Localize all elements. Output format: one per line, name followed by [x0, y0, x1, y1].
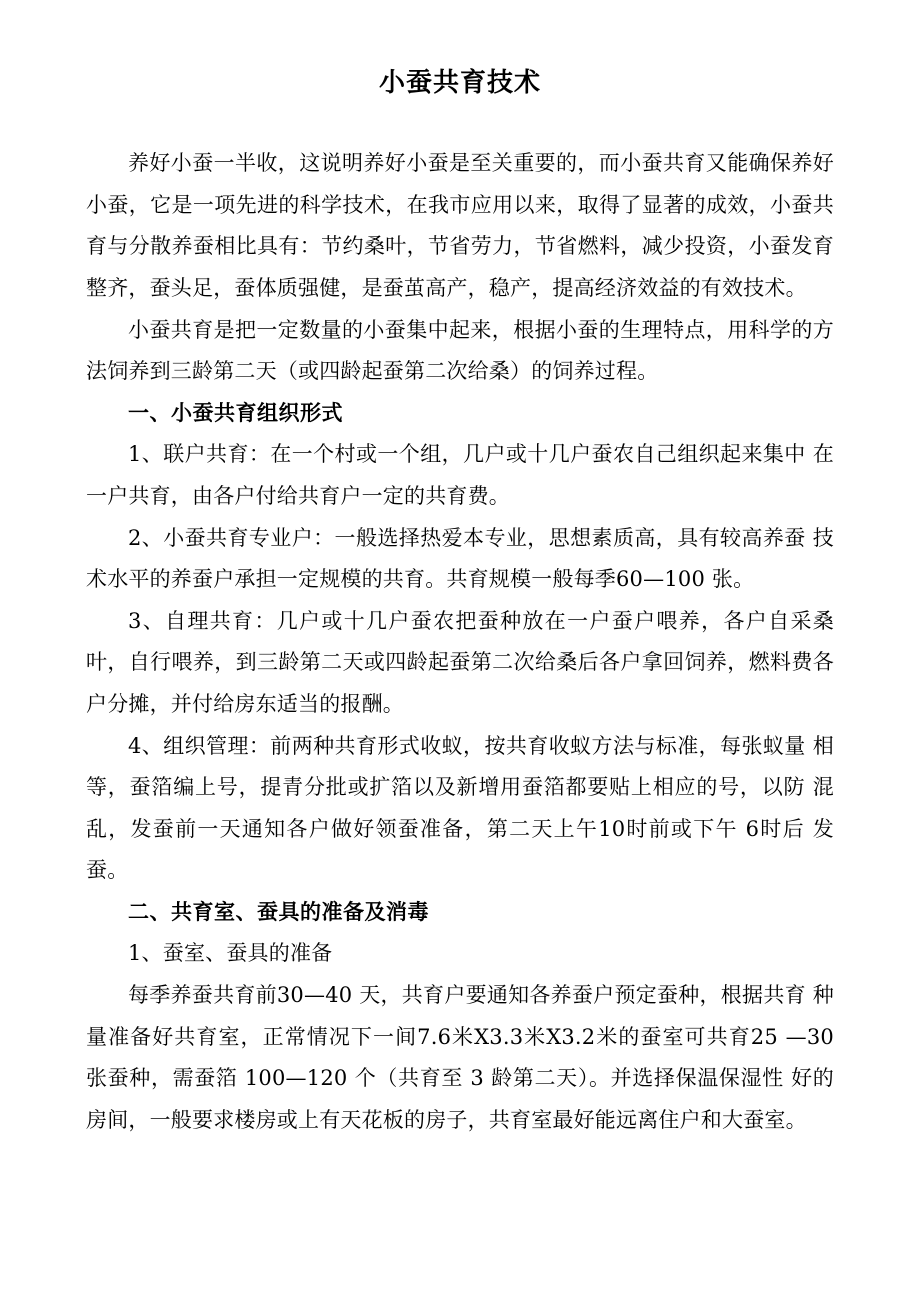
item-1-2-specialized-household: 2、小蚕共育专业户：一般选择热爱本专业，思想素质高，具有较高养蚕 技术水平的养蚕户承担一定规模的共育。共育规模一般每季60—100 张。 — [86, 525, 834, 592]
item-1-4-organization-management: 4、组织管理：前两种共育形式收蚁，按共育收蚁方法与标准，每张蚁量 相等，蚕箔编上号，提青分批或扩箔以及新增用蚕箔都要贴上相应的号，以防 混乱，发蚕前一天通知各户做好领蚕准备，第二天上午10时前或下午 6时后 发蚕。 — [86, 733, 834, 883]
page-title: 小蚕共育技术 — [378, 68, 541, 98]
item-1-3-self-managed: 3、自理共育：几户或十几户蚕农把蚕种放在一户蚕户喂养，各户自采桑叶，自行喂养，到三龄第二天或四龄起蚕第二次给桑后各户拿回饲养，燃料费各户分摊，并付给房东适当的报酬。 — [86, 608, 834, 716]
section-heading-2: 二、共育室、蚕具的准备及消毒 — [128, 899, 429, 924]
intro-paragraph-1: 养好小蚕一半收，这说明养好小蚕是至关重要的，而小蚕共育又能确保养好小蚕，它是一项先进的科学技术，在我市应用以来，取得了显著的成效，小蚕共育与分散养蚕相比具有：节约桑叶，节省劳力，节省燃料，减少投资，小蚕发育整齐，蚕头足，蚕体质强健，是蚕茧高产，稳产，提高经济效益的有效技术。 — [86, 151, 834, 300]
subsection-2-1: 1、蚕室、蚕具的准备 — [128, 941, 333, 966]
item-1-1-joint-household: 1、联户共育：在一个村或一个组，几户或十几户蚕农自己组织起来集中 在一户共育，由各户付给共育户一定的共育费。 — [86, 442, 834, 508]
section-heading-1: 一、小蚕共育组织形式 — [128, 400, 343, 425]
document-content — [86, 0, 834, 1141]
intro-paragraph-2: 小蚕共育是把一定数量的小蚕集中起来，根据小蚕的生理特点，用科学的方法饲养到三龄第二天（或四龄起蚕第二次给桑）的饲养过程。 — [86, 317, 834, 384]
document-body — [86, 143, 834, 1141]
item-2-1-body: 每季养蚕共育前30—40 天，共育户要通知各养蚕户预定蚕种，根据共育 种量准备好共育室，正常情况下一间7.6米X3.3米X3.2米的蚕室可共育25 —30 张蚕种，需蚕箔 100—120 个（共育至 3 龄第二天）。并选择保温保湿性 好的房间，一般要求楼房或上有天花板的房子，共育室最好能远离住户和大蚕室。 — [86, 983, 834, 1132]
